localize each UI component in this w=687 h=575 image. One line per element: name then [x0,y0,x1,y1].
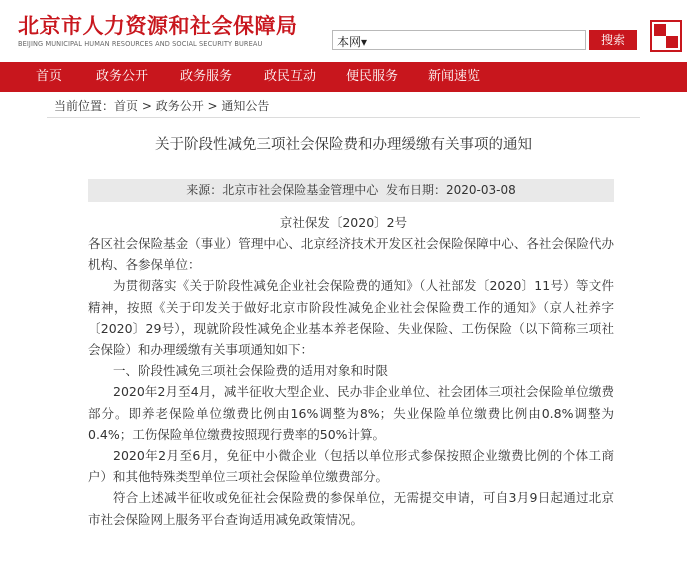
breadcrumb-notices[interactable]: 通知公告 [221,99,270,113]
article-meta [88,179,614,202]
article-title: 关于阶段性减免三项社会保险费和办理缓缴有关事项的通知 [155,137,532,153]
search-button[interactable]: 搜索 [589,30,637,50]
nav-item-home[interactable]: 首页 [36,69,63,84]
breadcrumb-separator: > [138,99,156,113]
breadcrumb-label: 当前位置： [54,99,115,113]
site-header [0,0,687,62]
date-value: 2020-03-08 [445,183,516,197]
nav-item-gov-affairs-open[interactable]: 政务公开 [96,69,149,84]
main-nav [0,62,687,92]
paragraph: 符合上述减半征收或免征社会保险费的参保单位，无需提交申请，可自3月9日起通过北京市社会保险网上服务平台查询适用减免政策情况。 [88,490,614,527]
search-scope-label: 本网 [337,35,362,49]
paragraph: 为贯彻落实《关于阶段性减免企业社会保险费的通知》（人社部发〔2020〕11号）等文件精神，按照《关于印发关于做好北京市阶段性减免企业社会保险费工作的通知》（京人社养字〔2020〕29号），现就阶段性减免企业基本养老保险、失业保险、工伤保险（以下简称三项社会保险）和办理缓缴有关事项通知如下： [88,278,614,358]
breadcrumb-home[interactable]: 首页 [114,99,139,113]
nav-item-news[interactable]: 新闻速览 [428,69,481,84]
breadcrumb-gov-affairs[interactable]: 政务公开 [155,99,204,113]
site-logo-title[interactable]: 北京市人力资源和社会保障局 [18,14,298,38]
site-logo-subtitle: BEIJING MUNICIPAL HUMAN RESOURCES AND SOCIAL SECURITY BUREAU [18,40,263,48]
chevron-down-icon: ▾ [361,35,368,49]
divider [47,117,640,118]
article-body [88,233,614,530]
document-number: 京社保发〔2020〕2号 [279,215,408,230]
search-input[interactable] [332,30,586,50]
breadcrumb-separator: > [203,99,222,113]
breadcrumb [54,97,269,114]
date-label: 发布日期： [385,183,446,197]
paragraph: 2020年2月至4月，减半征收大型企业、民办非企业单位、社会团体三项社会保险单位缴费部分。即养老保险单位缴费比例由16%调整为8%；失业保险单位缴费比例由0.8%调整为0.4%；工伤保险单位缴费按照现行费率的50%计算。 [88,384,614,442]
search-scope-select[interactable] [337,33,367,50]
nav-item-interaction[interactable]: 政民互动 [264,69,317,84]
nav-item-gov-services[interactable]: 政务服务 [180,69,233,84]
source-value: 北京市社会保险基金管理中心 [222,183,379,197]
nav-item-citizen-services[interactable]: 便民服务 [346,69,399,84]
emblem-icon [650,20,682,52]
source-label: 来源： [186,183,223,197]
section-heading: 一、阶段性减免三项社会保险费的适用对象和时限 [113,363,389,379]
paragraph: 各区社会保险基金（事业）管理中心、北京经济技术开发区社会保险保障中心、各社会保险代办机构、各参保单位： [88,236,614,273]
paragraph: 2020年2月至6月，免征中小微企业（包括以单位形式参保按照企业缴费比例的个体工商户）和其他特殊类型单位三项社会保险单位缴费部分。 [88,448,614,485]
